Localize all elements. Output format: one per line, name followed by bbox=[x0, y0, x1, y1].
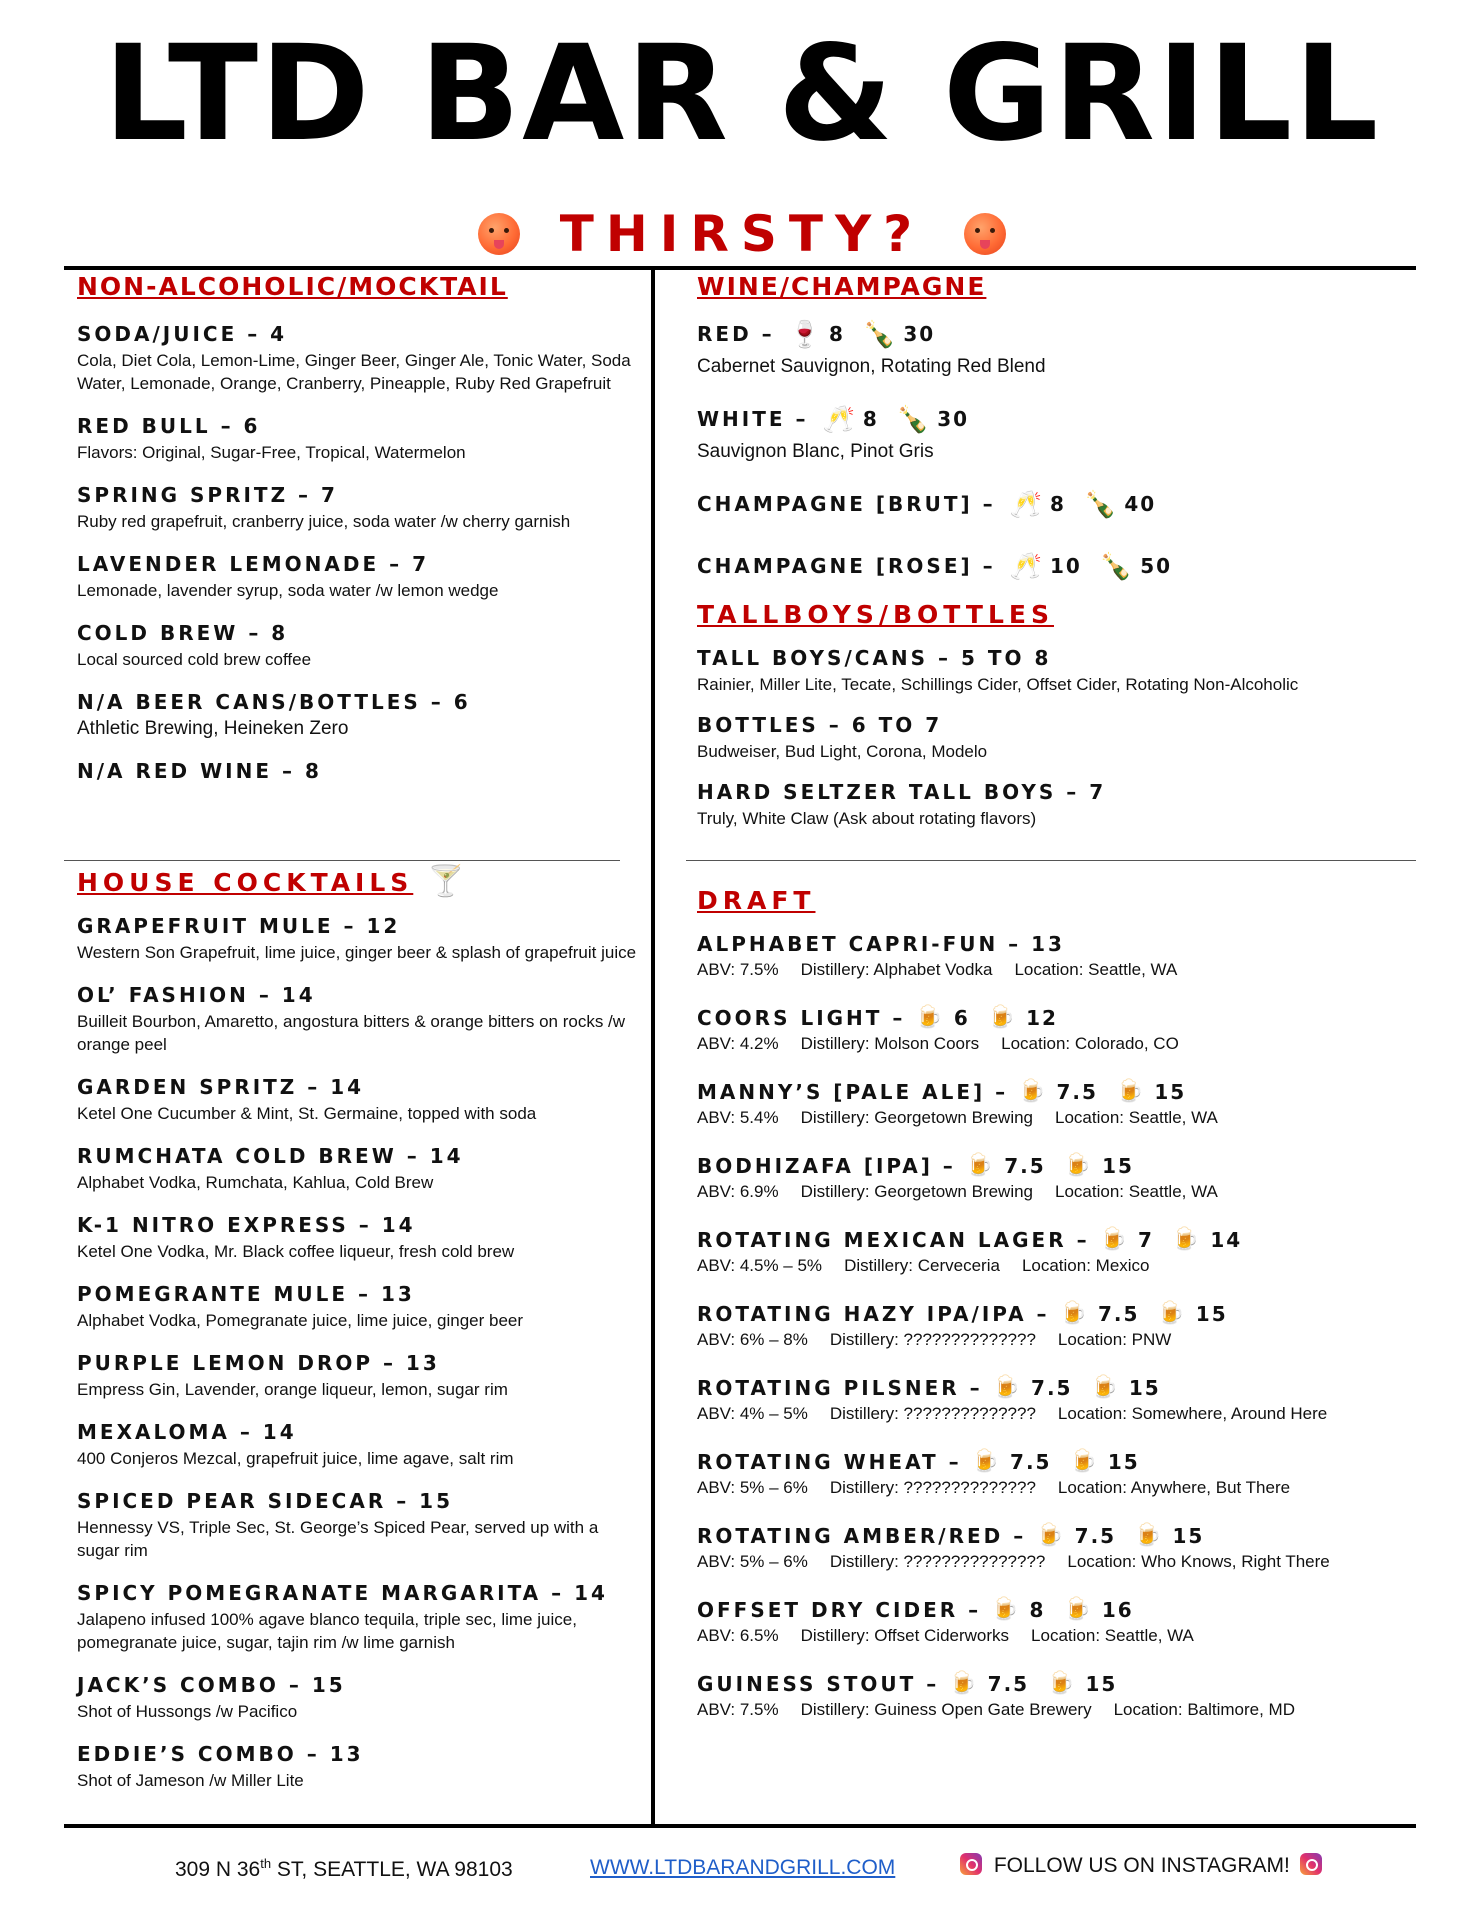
draft-section bbox=[697, 886, 1417, 1743]
item-description: Truly, White Claw (Ask about rotating flavors) bbox=[697, 809, 1037, 828]
left-section-divider bbox=[64, 860, 620, 861]
instagram-label: FOLLOW US ON INSTAGRAM! bbox=[993, 1854, 1290, 1877]
item-description: Shot of Hussongs /w Pacifico bbox=[77, 1702, 298, 1721]
website-link[interactable]: WWW.LTDBARANDGRILL.COM bbox=[590, 1856, 896, 1879]
wine-price-row bbox=[697, 545, 1397, 587]
draft-info bbox=[697, 1107, 1417, 1129]
tallboys-list bbox=[697, 643, 1397, 830]
menu-item bbox=[77, 1578, 637, 1654]
item-name: PURPLE LEMON DROP – 13 bbox=[77, 1351, 440, 1375]
house-cocktails-section bbox=[77, 862, 637, 1808]
draft-info bbox=[697, 1033, 1417, 1055]
menu-item bbox=[697, 710, 1397, 763]
pint-price: 7.5 bbox=[1097, 1302, 1140, 1326]
item-name: ROTATING PILSNER – bbox=[697, 1376, 983, 1400]
item-description: Cola, Diet Cola, Lemon-Lime, Ginger Beer, Ginger Ale, Tonic Water, Soda Water, Lemonade, Orange, Cranberry, Pineapple, Ruby Red Grapefruit bbox=[77, 351, 631, 393]
mug-price: 12 bbox=[1026, 1006, 1058, 1030]
draft-list bbox=[697, 929, 1417, 1721]
item-description: Builleit Bourbon, Amaretto, angostura bitters & orange bitters on rocks /w orange peel bbox=[77, 1012, 626, 1054]
hot-face-icon bbox=[478, 213, 520, 255]
mug-icon: 🍺 bbox=[1115, 1079, 1147, 1104]
wine-price-row bbox=[697, 398, 1397, 440]
draft-item bbox=[697, 1595, 1417, 1647]
mug-icon: 🍺 bbox=[1063, 1153, 1095, 1178]
item-name: EDDIE’S COMBO – 13 bbox=[77, 1742, 364, 1766]
item-description: Ketel One Vodka, Mr. Black coffee liqueur, fresh cold brew bbox=[77, 1242, 515, 1261]
mug-icon: 🍺 bbox=[1134, 1523, 1165, 1548]
menu-item bbox=[77, 1072, 637, 1125]
item-description: 400 Conjeros Mezcal, grapefruit juice, lime agave, salt rim bbox=[77, 1449, 514, 1468]
menu-item bbox=[77, 1739, 637, 1792]
address bbox=[175, 1856, 513, 1892]
item-name: N/A BEER CANS/BOTTLES – 6 bbox=[77, 690, 471, 714]
bottle-price: 50 bbox=[1140, 554, 1173, 578]
item-name: N/A RED WINE – 8 bbox=[77, 759, 322, 783]
location-text: Location: Baltimore, MD bbox=[1113, 1700, 1295, 1719]
draft-item bbox=[697, 1225, 1417, 1277]
tagline-row bbox=[0, 202, 1484, 266]
draft-info bbox=[697, 1699, 1417, 1721]
item-name: CHAMPAGNE [ROSE] – bbox=[697, 554, 996, 578]
page-title: LTD BAR & GRILL bbox=[103, 17, 1381, 171]
draft-info bbox=[697, 1403, 1417, 1425]
item-name: MANNY’S [PALE ALE] – bbox=[697, 1080, 1009, 1104]
glass-price: 10 bbox=[1049, 554, 1082, 578]
draft-info bbox=[697, 1625, 1417, 1647]
item-name: MEXALOMA – 14 bbox=[77, 1420, 297, 1444]
item-description: Empress Gin, Lavender, orange liqueur, lemon, sugar rim bbox=[77, 1380, 508, 1399]
mug-icon: 🍺 bbox=[1069, 1449, 1100, 1474]
draft-item bbox=[697, 929, 1417, 981]
pint-price: 7.5 bbox=[1004, 1154, 1046, 1178]
draft-name-row bbox=[697, 1373, 1417, 1403]
menu-item bbox=[77, 1670, 637, 1723]
item-name: JACK’S COMBO – 15 bbox=[77, 1673, 346, 1697]
abv-text: ABV: 4% – 5% bbox=[697, 1404, 808, 1423]
item-description: Jalapeno infused 100% agave blanco tequila, triple sec, lime juice, pomegranate juice, sugar, tajin rim /w lime garnish bbox=[77, 1610, 577, 1652]
pint-price: 7.5 bbox=[1074, 1524, 1117, 1548]
item-name: ROTATING MEXICAN LAGER – bbox=[697, 1228, 1090, 1252]
draft-name-row bbox=[697, 1299, 1417, 1329]
location-text: Location: Seattle, WA bbox=[1055, 1108, 1218, 1127]
location-text: Location: Seattle, WA bbox=[1055, 1182, 1218, 1201]
instagram-icon bbox=[960, 1853, 982, 1875]
mug-price: 15 bbox=[1102, 1154, 1134, 1178]
instagram-follow[interactable] bbox=[960, 1853, 1322, 1889]
pint-icon: 🍺 bbox=[965, 1153, 997, 1178]
item-description: Sauvignon Blanc, Pinot Gris bbox=[697, 441, 934, 462]
address-text: 309 N 36 bbox=[175, 1858, 261, 1881]
distillery-text: Distillery: Offset Ciderworks bbox=[800, 1626, 1010, 1645]
distillery-text: Distillery: Alphabet Vodka bbox=[800, 960, 993, 979]
menu-item bbox=[77, 549, 637, 602]
item-name: BODHIZAFA [IPA] – bbox=[697, 1154, 956, 1178]
mug-icon: 🍺 bbox=[1063, 1597, 1094, 1622]
tagline: THIRSTY? bbox=[559, 205, 925, 263]
menu-item bbox=[77, 1279, 637, 1332]
item-name: SPICED PEAR SIDECAR – 15 bbox=[77, 1489, 453, 1513]
menu-item bbox=[77, 1210, 637, 1263]
cocktail-icon: 🍸 bbox=[427, 865, 465, 898]
draft-item bbox=[697, 1077, 1417, 1129]
item-name: RED – bbox=[697, 322, 775, 346]
item-name: WHITE – bbox=[697, 407, 809, 431]
item-name: SPICY POMEGRANATE MARGARITA – 14 bbox=[77, 1581, 608, 1605]
bottle-price: 30 bbox=[903, 322, 936, 346]
house-cocktails-list bbox=[77, 911, 637, 1792]
bottle-price: 30 bbox=[937, 407, 970, 431]
right-section-divider bbox=[686, 860, 1416, 861]
bottle-icon: 🍾 bbox=[1083, 489, 1117, 519]
draft-name-row bbox=[697, 929, 1417, 959]
draft-item bbox=[697, 1669, 1417, 1721]
menu-item bbox=[77, 1417, 637, 1470]
mug-price: 15 bbox=[1154, 1080, 1187, 1104]
mug-icon: 🍺 bbox=[1171, 1227, 1203, 1252]
item-description: Alphabet Vodka, Pomegranate juice, lime juice, ginger beer bbox=[77, 1311, 524, 1330]
distillery-text: Distillery: Georgetown Brewing bbox=[800, 1182, 1034, 1201]
hot-face-icon bbox=[964, 213, 1006, 255]
item-name: ROTATING HAZY IPA/IPA – bbox=[697, 1302, 1050, 1326]
menu-item bbox=[77, 756, 637, 786]
glass-icon: 🍷 bbox=[788, 319, 822, 349]
bottom-divider bbox=[64, 1824, 1416, 1828]
wine-item bbox=[697, 313, 1397, 378]
address-text-2: ST, SEATTLE, WA 98103 bbox=[271, 1858, 513, 1881]
menu-item bbox=[77, 1486, 637, 1562]
wine-item bbox=[697, 398, 1397, 463]
instagram-icon bbox=[1300, 1853, 1322, 1875]
abv-text: ABV: 6.5% bbox=[697, 1626, 779, 1645]
draft-name-row bbox=[697, 1521, 1417, 1551]
non-alcoholic-heading: NON-ALCOHOLIC/MOCKTAIL bbox=[77, 272, 508, 301]
mug-icon: 🍺 bbox=[987, 1005, 1019, 1030]
item-name: CHAMPAGNE [BRUT] – bbox=[697, 492, 996, 516]
mug-price: 16 bbox=[1101, 1598, 1134, 1622]
item-description: Flavors: Original, Sugar-Free, Tropical, Watermelon bbox=[77, 443, 466, 462]
item-name: RUMCHATA COLD BREW – 14 bbox=[77, 1144, 464, 1168]
pint-price: 7.5 bbox=[1031, 1376, 1073, 1400]
item-name: LAVENDER LEMONADE – 7 bbox=[77, 552, 430, 576]
pint-price: 7.5 bbox=[1010, 1450, 1052, 1474]
item-name: SODA/JUICE – 4 bbox=[77, 322, 288, 346]
item-name: HARD SELTZER TALL BOYS – 7 bbox=[697, 780, 1107, 804]
non-alcoholic-list bbox=[77, 319, 637, 786]
draft-item bbox=[697, 1003, 1417, 1055]
location-text: Location: PNW bbox=[1057, 1330, 1172, 1349]
item-name: TALL BOYS/CANS – 5 TO 8 bbox=[697, 646, 1052, 670]
item-description: Rainier, Miller Lite, Tecate, Schillings Cider, Offset Cider, Rotating Non-Alcoholic bbox=[697, 675, 1299, 694]
pint-price: 7.5 bbox=[987, 1672, 1030, 1696]
draft-info bbox=[697, 1181, 1417, 1203]
item-name: BOTTLES – 6 TO 7 bbox=[697, 713, 943, 737]
item-name: SPRING SPRITZ – 7 bbox=[77, 483, 338, 507]
glass-icon: 🥂 bbox=[1009, 551, 1042, 581]
draft-info bbox=[697, 1477, 1417, 1499]
item-description: Athletic Brewing, Heineken Zero bbox=[77, 718, 349, 739]
item-name: ALPHABET CAPRI-FUN – 13 bbox=[697, 932, 1065, 956]
glass-price: 8 bbox=[829, 322, 845, 346]
item-name: GARDEN SPRITZ – 14 bbox=[77, 1075, 365, 1099]
location-text: Location: Seattle, WA bbox=[1031, 1626, 1194, 1645]
item-name: COLD BREW – 8 bbox=[77, 621, 289, 645]
draft-item bbox=[697, 1373, 1417, 1425]
mug-icon: 🍺 bbox=[1090, 1375, 1121, 1400]
draft-info bbox=[697, 959, 1417, 981]
pint-icon: 🍺 bbox=[1059, 1301, 1090, 1326]
bottle-icon: 🍾 bbox=[896, 404, 930, 434]
item-description: Ketel One Cucumber & Mint, St. Germaine, topped with soda bbox=[77, 1104, 537, 1123]
location-text: Location: Mexico bbox=[1021, 1256, 1150, 1275]
abv-text: ABV: 6% – 8% bbox=[697, 1330, 808, 1349]
wine-item bbox=[697, 483, 1397, 525]
item-description: Budweiser, Bud Light, Corona, Modelo bbox=[697, 742, 988, 761]
tallboys-section bbox=[697, 600, 1397, 844]
item-description: Western Son Grapefruit, lime juice, ginger beer & splash of grapefruit juice bbox=[77, 943, 637, 962]
mug-price: 15 bbox=[1107, 1450, 1140, 1474]
glass-price: 8 bbox=[862, 407, 879, 431]
wine-heading: WINE/CHAMPAGNE bbox=[697, 272, 987, 301]
location-text: Location: Colorado, CO bbox=[1001, 1034, 1179, 1053]
pint-icon: 🍺 bbox=[949, 1671, 980, 1696]
abv-text: ABV: 4.2% bbox=[697, 1034, 779, 1053]
abv-text: ABV: 4.5% – 5% bbox=[697, 1256, 823, 1275]
distillery-text: Distillery: Molson Coors bbox=[800, 1034, 980, 1053]
pint-icon: 🍺 bbox=[991, 1597, 1022, 1622]
pint-icon: 🍺 bbox=[992, 1375, 1024, 1400]
item-name: OL’ FASHION – 14 bbox=[77, 983, 316, 1007]
pint-price: 6 bbox=[953, 1006, 970, 1030]
menu-item bbox=[77, 1141, 637, 1194]
pint-price: 7 bbox=[1137, 1228, 1154, 1252]
mug-price: 15 bbox=[1085, 1672, 1118, 1696]
location-text: Location: Who Knows, Right There bbox=[1067, 1552, 1330, 1571]
mug-price: 15 bbox=[1195, 1302, 1228, 1326]
bottle-icon: 🍾 bbox=[862, 319, 896, 349]
item-name: ROTATING WHEAT – bbox=[697, 1450, 962, 1474]
draft-info bbox=[697, 1551, 1417, 1573]
wine-price-row bbox=[697, 313, 1397, 355]
distillery-text: Distillery: ?????????????? bbox=[829, 1330, 1036, 1349]
distillery-text: Distillery: Cerveceria bbox=[844, 1256, 1000, 1275]
item-description: Local sourced cold brew coffee bbox=[77, 650, 312, 669]
item-name: K-1 NITRO EXPRESS – 14 bbox=[77, 1213, 416, 1237]
mug-price: 15 bbox=[1128, 1376, 1161, 1400]
draft-info bbox=[697, 1329, 1417, 1351]
pint-icon: 🍺 bbox=[971, 1449, 1003, 1474]
menu-item bbox=[77, 687, 637, 740]
house-cocktails-heading: HOUSE COCKTAILS bbox=[77, 868, 414, 897]
draft-item bbox=[697, 1299, 1417, 1351]
abv-text: ABV: 7.5% bbox=[697, 960, 779, 979]
draft-name-row bbox=[697, 1595, 1417, 1625]
location-text: Location: Anywhere, But There bbox=[1057, 1478, 1291, 1497]
draft-name-row bbox=[697, 1151, 1417, 1181]
glass-icon: 🥂 bbox=[822, 404, 855, 434]
draft-name-row bbox=[697, 1669, 1417, 1699]
menu-item bbox=[697, 777, 1397, 830]
bottle-price: 40 bbox=[1124, 492, 1157, 516]
wine-list bbox=[697, 313, 1397, 587]
distillery-text: Distillery: Guiness Open Gate Brewery bbox=[800, 1700, 1092, 1719]
menu-item bbox=[697, 643, 1397, 696]
menu-item bbox=[77, 980, 637, 1056]
draft-name-row bbox=[697, 1225, 1417, 1255]
pint-icon: 🍺 bbox=[1036, 1523, 1067, 1548]
menu-item bbox=[77, 911, 637, 964]
item-name: POMEGRANTE MULE – 13 bbox=[77, 1282, 415, 1306]
item-name: COORS LIGHT – bbox=[697, 1006, 906, 1030]
mug-icon: 🍺 bbox=[1157, 1301, 1188, 1326]
draft-item bbox=[697, 1447, 1417, 1499]
bottle-icon: 🍾 bbox=[1099, 551, 1133, 581]
menu-item bbox=[77, 1348, 637, 1401]
abv-text: ABV: 7.5% bbox=[697, 1700, 779, 1719]
item-description: Cabernet Sauvignon, Rotating Red Blend bbox=[697, 356, 1046, 377]
pint-icon: 🍺 bbox=[1018, 1079, 1049, 1104]
item-description: Ruby red grapefruit, cranberry juice, soda water /w cherry garnish bbox=[77, 512, 571, 531]
draft-name-row bbox=[697, 1077, 1417, 1107]
item-description: Lemonade, lavender syrup, soda water /w lemon wedge bbox=[77, 581, 499, 600]
abv-text: ABV: 6.9% bbox=[697, 1182, 779, 1201]
draft-heading: DRAFT bbox=[697, 886, 816, 915]
item-name: ROTATING AMBER/RED – bbox=[697, 1524, 1027, 1548]
item-name: OFFSET DRY CIDER – bbox=[697, 1598, 982, 1622]
abv-text: ABV: 5% – 6% bbox=[697, 1478, 808, 1497]
item-description: Hennessy VS, Triple Sec, St. George’s Spiced Pear, served up with a sugar rim bbox=[77, 1518, 599, 1560]
menu-item bbox=[77, 480, 637, 533]
top-divider bbox=[64, 266, 1416, 270]
distillery-text: Distillery: Georgetown Brewing bbox=[800, 1108, 1034, 1127]
column-divider bbox=[651, 268, 655, 1826]
glass-price: 8 bbox=[1050, 492, 1066, 516]
draft-name-row bbox=[697, 1447, 1417, 1477]
wine-price-row bbox=[697, 483, 1397, 525]
mug-icon: 🍺 bbox=[1047, 1671, 1078, 1696]
glass-icon: 🥂 bbox=[1009, 489, 1043, 519]
mug-price: 15 bbox=[1172, 1524, 1205, 1548]
menu-item bbox=[77, 618, 637, 671]
pint-price: 8 bbox=[1029, 1598, 1046, 1622]
draft-item bbox=[697, 1521, 1417, 1573]
distillery-text: Distillery: ?????????????? bbox=[829, 1404, 1036, 1423]
draft-name-row bbox=[697, 1003, 1417, 1033]
distillery-text: Distillery: ?????????????? bbox=[829, 1478, 1036, 1497]
item-name: RED BULL – 6 bbox=[77, 414, 261, 438]
draft-item bbox=[697, 1151, 1417, 1203]
abv-text: ABV: 5.4% bbox=[697, 1108, 779, 1127]
pint-icon: 🍺 bbox=[1099, 1227, 1130, 1252]
location-text: Location: Somewhere, Around Here bbox=[1057, 1404, 1328, 1423]
distillery-text: Distillery: ??????????????? bbox=[829, 1552, 1046, 1571]
mug-price: 14 bbox=[1210, 1228, 1243, 1252]
draft-info bbox=[697, 1255, 1417, 1277]
pint-icon: 🍺 bbox=[915, 1005, 946, 1030]
item-description: Alphabet Vodka, Rumchata, Kahlua, Cold Brew bbox=[77, 1173, 434, 1192]
item-name: GUINESS STOUT – bbox=[697, 1672, 940, 1696]
item-name: GRAPEFRUIT MULE – 12 bbox=[77, 914, 401, 938]
address-suffix: th bbox=[260, 1856, 272, 1871]
location-text: Location: Seattle, WA bbox=[1014, 960, 1178, 979]
menu-item bbox=[77, 319, 637, 395]
non-alcoholic-section bbox=[77, 272, 637, 786]
wine-item bbox=[697, 545, 1397, 587]
tallboys-heading: TALLBOYS/BOTTLES bbox=[697, 600, 1054, 629]
pint-price: 7.5 bbox=[1056, 1080, 1098, 1104]
menu-item bbox=[77, 411, 637, 464]
item-description: Shot of Jameson /w Miller Lite bbox=[77, 1771, 304, 1790]
wine-section bbox=[697, 272, 1397, 587]
abv-text: ABV: 5% – 6% bbox=[697, 1552, 808, 1571]
